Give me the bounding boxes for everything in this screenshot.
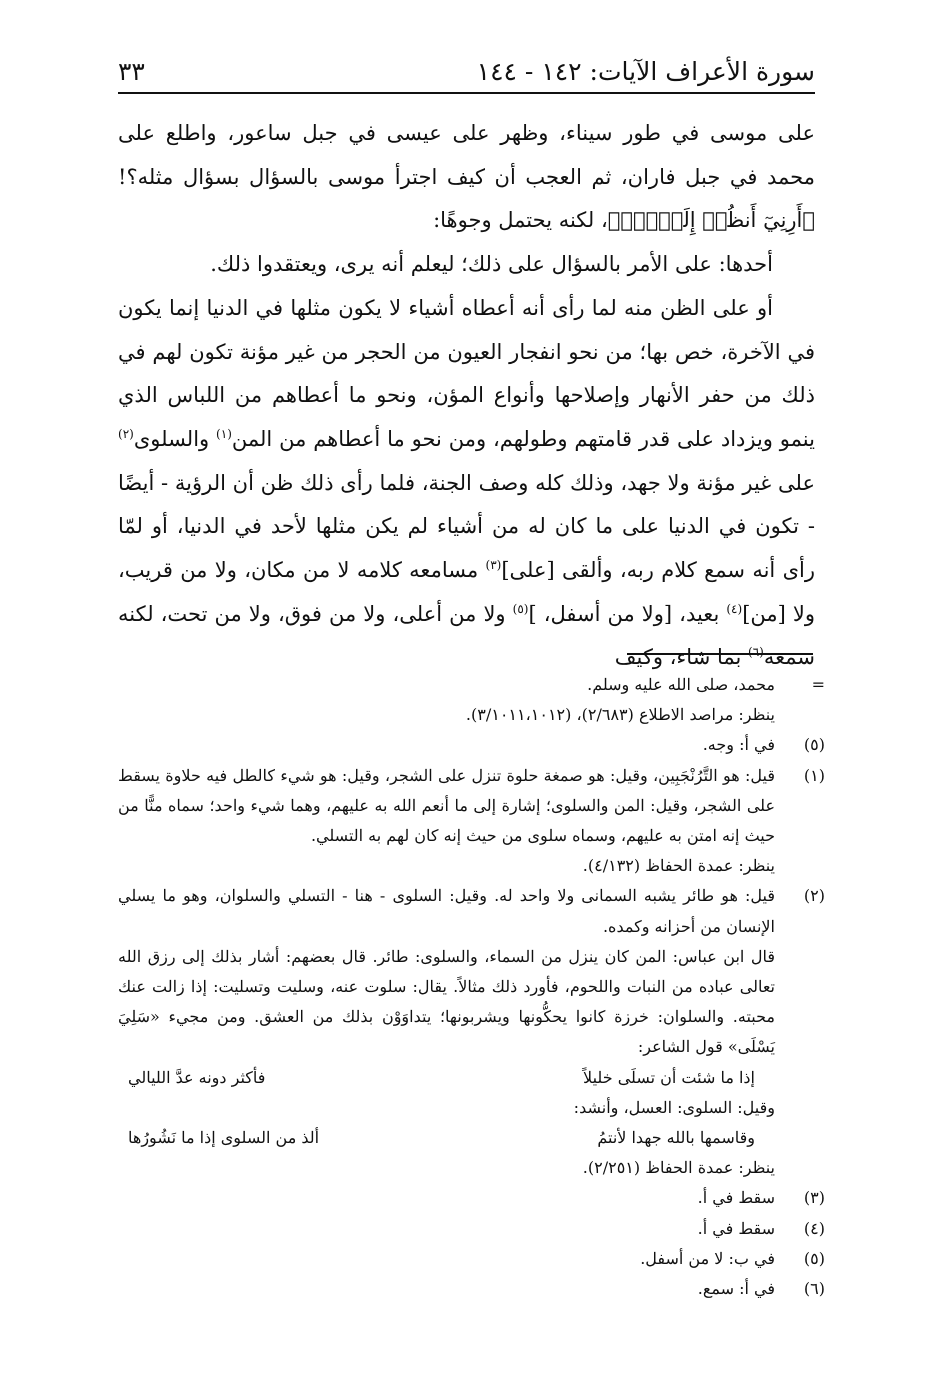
footnotes xyxy=(118,670,825,1304)
verse-second-hemistich: ألذ من السلوى إذا ما نَشُورُها xyxy=(128,1128,320,1148)
footnote-text: في ب: لا من أسفل. xyxy=(640,1248,775,1268)
text-run: ولا من أعلى، ولا من فوق، ولا من تحت، لكنه سمعه xyxy=(118,601,815,670)
footnote-ref[interactable]: (١) xyxy=(216,426,232,441)
footnote xyxy=(118,730,825,760)
footnote-ref[interactable]: (٤) xyxy=(726,601,743,616)
verse-first-hemistich: وقاسمها بالله جهدا لأنتمُ xyxy=(597,1128,755,1148)
paragraph: على موسى في طور سيناء، وظهر على عيسى في جبل ساعور، واطلع على محمد في جبل فاران، ثم العجب أن كيف اجترأ موسى بالسؤال بسؤال مثله؟! ﴿أَرِنِيٓ أَنظُرۡ إِلَيۡكَۚ﴾، لكنه يحتمل وجوهًا: xyxy=(118,121,815,233)
main-text xyxy=(118,112,815,680)
text-run: بما شاء، وكيف xyxy=(614,645,749,670)
footnote xyxy=(118,1214,825,1244)
running-title: سورة الأعراف الآيات: ١٤٢ - ١٤٤ xyxy=(476,57,815,86)
footnote-text: محمد، صلى الله عليه وسلم. xyxy=(587,675,775,694)
text-run: على غير مؤنة ولا جهد، وذلك كله وصف الجنة، فلما رأى ذلك ظن أن الرؤية - أيضًا - تكون في الدنيا على ما كان له من أشياء لم يكن مثلها لأحد في الدنيا، أو لمّا رأى أنه سمع كلام ربه، وألقى [على] xyxy=(118,470,815,583)
footnote-text: ينظر: عمدة الحفاظ (٢/٢٥١). xyxy=(582,1158,775,1178)
footnote-ref[interactable]: (٦) xyxy=(748,645,764,660)
footnote-text: وقيل: السلوى: العسل، وأنشد: xyxy=(573,1097,775,1117)
footnote-text: في أ: سمع. xyxy=(697,1279,775,1299)
continuation-marker: = xyxy=(811,675,825,694)
footnote-number: (٥) xyxy=(803,735,825,755)
footnote-text: قيل: هو التَّرُنْجَبِين، وقيل: هو صمغة حلوة تنزل على الشجر، وقيل: هو شيء كالطل فيه حلاوة يسقط على الشجر، وقيل: المن والسلوى؛ إشارة إلى ما أنعم الله به عليهم، وهما شيء واحد؛ سماه منًّا من حيث إنه امتن به عليهم، وسماه سلوى من حيث إنه كان لهم به التسلي. xyxy=(118,765,775,846)
page-number: ٣٣ xyxy=(118,57,145,86)
footnote-number: (١) xyxy=(803,765,825,785)
footnote-ref[interactable]: (٢) xyxy=(118,426,134,441)
footnote-text: قيل: هو طائر يشبه السمانى ولا واحد له. وقيل: السلوى - هنا - التسلي والسلوان، وهو ما يسلي الإنسان من أحزانه وكمده. xyxy=(118,886,775,936)
footnote xyxy=(118,1244,825,1274)
footnote-number: (٢) xyxy=(803,886,825,906)
text-run: بعيد، [ولا من أسفل، ] xyxy=(528,601,727,626)
footnote-text: قال ابن عباس: المن كان ينزل من السماء، والسلوى: طائر. قال بعضهم: أشار بذلك إلى رزق الله تعالى عباده من النبات واللحوم، فأورد ذلك مثالاً. يقال: سلوت عنه، وسليت وتسليت: إذا زالت عنك محبته. والسلوان: خرزة كانوا يحكُّونها ويشربونها؛ يتداوَوْن بذلك من العشق. ومن مجيء «سَلِيَ يَسْلَى» قول الشاعر: xyxy=(118,946,775,1057)
footnote-text: ينظر: مراصد الاطلاع (٢/٦٨٣)، (٣/١٠١١،١٠١٢). xyxy=(465,705,775,725)
verse-second-hemistich: فأكثر دونه عدَّ الليالي xyxy=(128,1067,266,1087)
footnote-ref[interactable]: (٥) xyxy=(512,601,529,616)
footnote xyxy=(118,1274,825,1304)
page-header xyxy=(118,52,815,94)
footnote-text: سقط في أ. xyxy=(697,1218,775,1238)
poem-verse xyxy=(118,1123,775,1153)
text-run: والسلوى xyxy=(133,426,217,451)
poem-verse xyxy=(118,1063,775,1093)
footnote-number: (٦) xyxy=(803,1279,825,1299)
footnote-divider xyxy=(627,653,813,655)
paragraph: أحدها: على الأمر بالسؤال على ذلك؛ ليعلم أنه يرى، ويعتقدوا ذلك. xyxy=(210,252,773,277)
footnote-number: (٥) xyxy=(803,1248,825,1268)
footnote xyxy=(118,881,825,1183)
text-run: مسامعه كلامه لا من مكان، ولا من قريب، ولا [من] xyxy=(118,558,815,626)
footnote-text: في أ: وجه. xyxy=(702,735,775,755)
footnote-number: (٤) xyxy=(803,1218,825,1238)
footnote-text: ينظر: عمدة الحفاظ (٤/١٣٢). xyxy=(582,856,775,876)
footnote xyxy=(118,1183,825,1213)
footnote xyxy=(118,761,825,882)
footnote-continuation xyxy=(118,670,825,730)
footnote-number: (٣) xyxy=(803,1188,825,1208)
footnote-ref[interactable]: (٣) xyxy=(485,558,502,573)
verse-first-hemistich: إذا ما شئت أن تسلَى خليلاً xyxy=(583,1067,755,1087)
text-run: أو على الظن منه لما رأى أنه أعطاه أشياء لا يكون مثلها في الدنيا إنما يكون في الآخرة، خص بها؛ من نحو انفجار العيون من الحجر من غير مؤنة تكون لهم في ذلك من حفر الأنهار وإصلاحها وأنواع المؤن، ونحو ما أعطاهم من اللباس الذي ينمو ويزداد على قدر قامتهم وطولهم، ومن نحو ما أعطاهم من المن xyxy=(118,295,815,451)
paragraph xyxy=(118,287,815,680)
footnote-text: سقط في أ. xyxy=(697,1188,775,1208)
